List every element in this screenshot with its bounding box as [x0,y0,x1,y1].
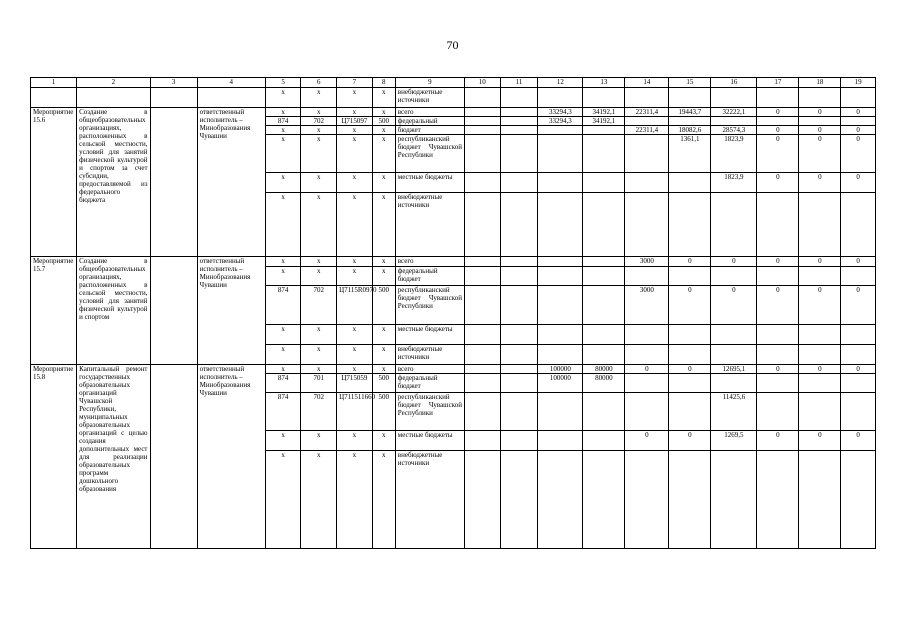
table-cell [711,193,757,257]
table-cell: 32222,1 [711,108,757,117]
table-cell: 0 [625,365,669,374]
header-row [31,78,876,88]
table-cell: x [265,431,301,451]
table-cell: 33294,3 [538,108,583,117]
table-cell: x [301,345,337,365]
table-cell: x [337,135,373,173]
table-cell: x [372,345,395,365]
table-cell [799,117,841,126]
header-cell: 8 [372,78,395,88]
table-cell [583,135,625,173]
table-cell: x [372,108,395,117]
table-cell: x [337,345,373,365]
table-cell: x [372,267,395,286]
page-number: 70 [446,38,459,52]
measure-executor: ответственный исполнитель – Минобразования Чувашии [197,257,265,365]
table-cell: 701 [301,374,337,393]
header-cell: 15 [669,78,711,88]
table-cell: 0 [841,257,876,267]
table-cell: 874 [265,117,301,126]
measure-label: Мероприятие 15.8 [31,365,77,549]
table-cell [464,108,500,117]
table-cell: 0 [757,173,799,193]
table-cell [757,117,799,126]
table-cell: x [337,193,373,257]
table-cell: x [265,108,301,117]
table-cell [799,325,841,345]
table-cell: 22311,4 [625,108,669,117]
table-cell [150,88,197,108]
table-cell: 80000 [583,365,625,374]
table-cell [711,451,757,549]
table-cell [500,135,538,173]
table-cell [538,126,583,135]
table-cell: 0 [799,108,841,117]
table-cell [464,88,500,108]
header-cell: 12 [538,78,583,88]
table-cell [757,88,799,108]
header-cell: 7 [337,78,373,88]
table-cell: местные бюджеты [395,431,464,451]
table-cell: 0 [757,108,799,117]
table-cell [841,374,876,393]
table-cell: местные бюджеты [395,173,464,193]
table-cell [669,345,711,365]
table-cell: x [301,173,337,193]
table-cell: x [337,267,373,286]
table-cell: 0 [711,286,757,325]
table-cell [583,393,625,431]
table-cell [799,393,841,431]
table-cell [625,173,669,193]
header-cell: 18 [799,78,841,88]
table-cell: x [301,108,337,117]
table-cell [841,393,876,431]
table-cell: 0 [757,286,799,325]
table-cell [711,325,757,345]
table-cell [500,365,538,374]
table-cell [500,451,538,549]
table-cell: 0 [841,108,876,117]
table-cell: x [301,257,337,267]
table-cell: 0 [841,126,876,135]
table-row [31,108,876,117]
table-cell: 0 [757,135,799,173]
table-cell: x [337,257,373,267]
table-cell [625,135,669,173]
table-cell: 100000 [538,374,583,393]
table-cell: 80000 [583,374,625,393]
table-cell [583,193,625,257]
table-cell: 500 [372,374,395,393]
table-cell [583,431,625,451]
header-cell: 9 [395,78,464,88]
table-cell: бюджет [395,126,464,135]
table-cell [538,393,583,431]
table-cell [625,88,669,108]
header-cell: 19 [841,78,876,88]
table-cell: x [265,173,301,193]
table-cell [500,267,538,286]
table-cell: x [301,267,337,286]
table-cell [538,451,583,549]
table-cell [669,267,711,286]
table-cell [625,325,669,345]
table-cell: x [372,88,395,108]
table-cell: 34192,1 [583,108,625,117]
table-cell [711,117,757,126]
header-cell: 14 [625,78,669,88]
table-cell [464,325,500,345]
table-cell: всего [395,108,464,117]
table-cell [538,267,583,286]
table-cell [625,374,669,393]
table-cell [669,451,711,549]
table-cell [464,286,500,325]
table-row [31,257,876,267]
table-cell: x [372,257,395,267]
table-cell: x [337,451,373,549]
table-cell: x [265,88,301,108]
table-cell [464,431,500,451]
table-cell [464,365,500,374]
measure-col3 [150,365,197,549]
table-cell [538,173,583,193]
table-cell: x [265,325,301,345]
table-cell [583,267,625,286]
table-cell [583,126,625,135]
table-cell [583,325,625,345]
table-cell: x [265,365,301,374]
table-cell [757,374,799,393]
budget-table [30,77,876,549]
table-cell [500,257,538,267]
table-cell [464,374,500,393]
table-cell [583,173,625,193]
table-cell [711,374,757,393]
table-cell: x [372,325,395,345]
table-cell: местные бюджеты [395,325,464,345]
table-cell [625,193,669,257]
table-cell: Ц715059 [337,374,373,393]
table-cell [625,117,669,126]
table-cell: 0 [625,431,669,451]
table-cell: 702 [301,393,337,431]
table-cell [500,374,538,393]
table-cell [500,88,538,108]
table-cell [757,451,799,549]
table-cell [464,267,500,286]
table-cell [757,345,799,365]
table-cell: федеральный [395,117,464,126]
table-cell: 0 [757,365,799,374]
table-cell [538,286,583,325]
table-cell: 702 [301,117,337,126]
header-cell: 1 [31,78,77,88]
table-cell: 0 [757,126,799,135]
table-cell [625,393,669,431]
table-cell [799,88,841,108]
table-cell: внебюджетные источники [395,193,464,257]
table-cell: 34192,1 [583,117,625,126]
table-cell [464,451,500,549]
table-cell: x [265,257,301,267]
table-cell: 0 [841,135,876,173]
table-cell: Ц7115R0970 [337,286,373,325]
table-cell [799,451,841,549]
table-cell [500,108,538,117]
table-cell [500,173,538,193]
table-cell: республиканский бюджет Чувашской Республики [395,135,464,173]
table-cell: 0 [711,257,757,267]
table-cell: 874 [265,286,301,325]
table-cell: x [337,325,373,345]
table-cell [77,88,150,108]
header-cell: 3 [150,78,197,88]
table-cell: 500 [372,117,395,126]
table-cell: 100000 [538,365,583,374]
table-cell: x [301,135,337,173]
table-cell: 19443,7 [669,108,711,117]
table-cell [711,88,757,108]
table-cell: республиканский бюджет Чувашской Республики [395,393,464,431]
table-cell: 18082,6 [669,126,711,135]
table-cell: 22311,4 [625,126,669,135]
table-cell: 500 [372,393,395,431]
table-cell: 0 [669,431,711,451]
table-cell [500,193,538,257]
measure-executor: ответственный исполнитель – Минобразования Чувашии [197,108,265,257]
header-cell: 17 [757,78,799,88]
table-cell: 702 [301,286,337,325]
table-cell [197,88,265,108]
table-cell [669,173,711,193]
measure-col3 [150,257,197,365]
table-cell: x [265,135,301,173]
table-cell [625,451,669,549]
table-cell: x [372,451,395,549]
table-cell [500,325,538,345]
table-cell [757,325,799,345]
table-cell [669,374,711,393]
table-cell [538,193,583,257]
table-cell [464,345,500,365]
table-cell: x [372,173,395,193]
table-cell [583,286,625,325]
table-cell: x [372,135,395,173]
table-cell: 0 [799,135,841,173]
table-cell: 0 [669,286,711,325]
table-cell [757,393,799,431]
table-cell [799,267,841,286]
table-cell: x [301,431,337,451]
table-cell [583,88,625,108]
table-cell [841,267,876,286]
table-cell [711,267,757,286]
table-cell [500,286,538,325]
table-cell: x [337,108,373,117]
table-cell: x [301,126,337,135]
table-cell: 0 [669,257,711,267]
table-cell: x [301,193,337,257]
measure-col3 [150,108,197,257]
measure-executor: ответственный исполнитель – Минобразования Чувашии [197,365,265,549]
table-cell: x [301,451,337,549]
table-cell [464,257,500,267]
table-cell: 0 [757,431,799,451]
table-cell: внебюджетные источники [395,451,464,549]
table-cell: 33294,3 [538,117,583,126]
table-cell [464,393,500,431]
table-cell: x [301,325,337,345]
table-cell: Ц711511660 [337,393,373,431]
table-cell: 0 [799,431,841,451]
table-cell [669,193,711,257]
table-cell [669,325,711,345]
table-row [31,365,876,374]
table-cell: x [265,345,301,365]
table-cell: 0 [799,126,841,135]
table-cell: 500 [372,286,395,325]
table-cell [799,374,841,393]
table-cell: 28574,3 [711,126,757,135]
table-cell [500,117,538,126]
table-cell: 1823,9 [711,135,757,173]
header-cell: 2 [77,78,150,88]
measure-description: Создание в общеобразовательных организациях, расположенных в сельской местности, условий для занятий физической культурой и спортом за счет субсидии, предоставляемой из федерального бюджета [77,108,150,257]
table-cell [583,257,625,267]
table-cell: 0 [841,431,876,451]
table-cell [464,117,500,126]
table-cell: x [372,193,395,257]
header-cell: 11 [500,78,538,88]
table-row [31,88,876,108]
header-cell: 4 [197,78,265,88]
table-cell: x [265,451,301,549]
table-cell [31,88,77,108]
table-cell: Ц715097 [337,117,373,126]
table-cell [538,135,583,173]
table-cell: федеральный бюджет [395,374,464,393]
measure-description: Капитальный ремонт государственных образовательных организаций Чувашской Республики, муниципальных образовательных организаций с целью создания дополнительных мест для реализации образовательных программ дошкольного образования [77,365,150,549]
table-cell: 1823,9 [711,173,757,193]
table-cell: x [301,365,337,374]
table-cell: внебюджетные источники [395,88,464,108]
table-cell: 12695,1 [711,365,757,374]
table-cell: 3000 [625,257,669,267]
table-cell [538,257,583,267]
table-cell: республиканский бюджет Чувашской Республики [395,286,464,325]
table-cell: x [337,173,373,193]
table-cell [625,267,669,286]
header-cell: 5 [265,78,301,88]
table-cell: 0 [799,173,841,193]
table-cell: 0 [757,257,799,267]
table-cell [500,431,538,451]
table-cell: 0 [799,365,841,374]
table-cell: x [337,126,373,135]
table-cell [464,193,500,257]
table-cell [757,193,799,257]
table-cell: внебюджетные источники [395,345,464,365]
table-cell [538,325,583,345]
table-cell: 0 [841,173,876,193]
measure-label: Мероприятие 15.7 [31,257,77,365]
table-cell [625,345,669,365]
measure-description: Создание в общеобразовательных организациях, расположенных в сельской местности, условий для занятий физической культурой и спортом [77,257,150,365]
table-cell: 0 [841,365,876,374]
table-cell: x [372,126,395,135]
table-cell: x [265,193,301,257]
table-cell: 0 [799,286,841,325]
table-cell: всего [395,365,464,374]
header-cell: 6 [301,78,337,88]
table-cell [500,345,538,365]
table-cell [464,135,500,173]
header-cell: 16 [711,78,757,88]
table-cell [757,267,799,286]
table-cell [669,88,711,108]
table-cell: 0 [669,365,711,374]
measure-label: Мероприятие 15.6 [31,108,77,257]
table-cell [841,117,876,126]
table-cell [841,325,876,345]
table-cell: x [301,88,337,108]
table-cell: x [372,431,395,451]
table-cell [711,345,757,365]
table-cell: 11425,6 [711,393,757,431]
table-cell [841,88,876,108]
table-cell: x [372,365,395,374]
table-cell: всего [395,257,464,267]
table-cell [500,393,538,431]
table-cell: 1269,5 [711,431,757,451]
table-cell: x [337,88,373,108]
table-cell: 3000 [625,286,669,325]
header-cell: 10 [464,78,500,88]
table-cell: x [337,365,373,374]
table-cell [538,431,583,451]
table-cell [669,117,711,126]
table-cell: x [265,267,301,286]
table-cell [500,126,538,135]
table-cell: 874 [265,374,301,393]
table-cell [841,345,876,365]
table-cell [464,126,500,135]
table-cell [583,345,625,365]
table-cell [799,193,841,257]
table-cell [841,451,876,549]
table-cell [538,345,583,365]
table-cell [841,193,876,257]
table-cell [669,393,711,431]
table-cell: x [265,126,301,135]
table-cell [583,451,625,549]
table-cell: 874 [265,393,301,431]
table-cell: 1361,1 [669,135,711,173]
table-cell [464,173,500,193]
table-cell: x [337,431,373,451]
table-cell: 0 [799,257,841,267]
header-cell: 13 [583,78,625,88]
table-cell: федеральный бюджет [395,267,464,286]
table-cell: 0 [841,286,876,325]
table-cell [799,345,841,365]
table-cell [538,88,583,108]
